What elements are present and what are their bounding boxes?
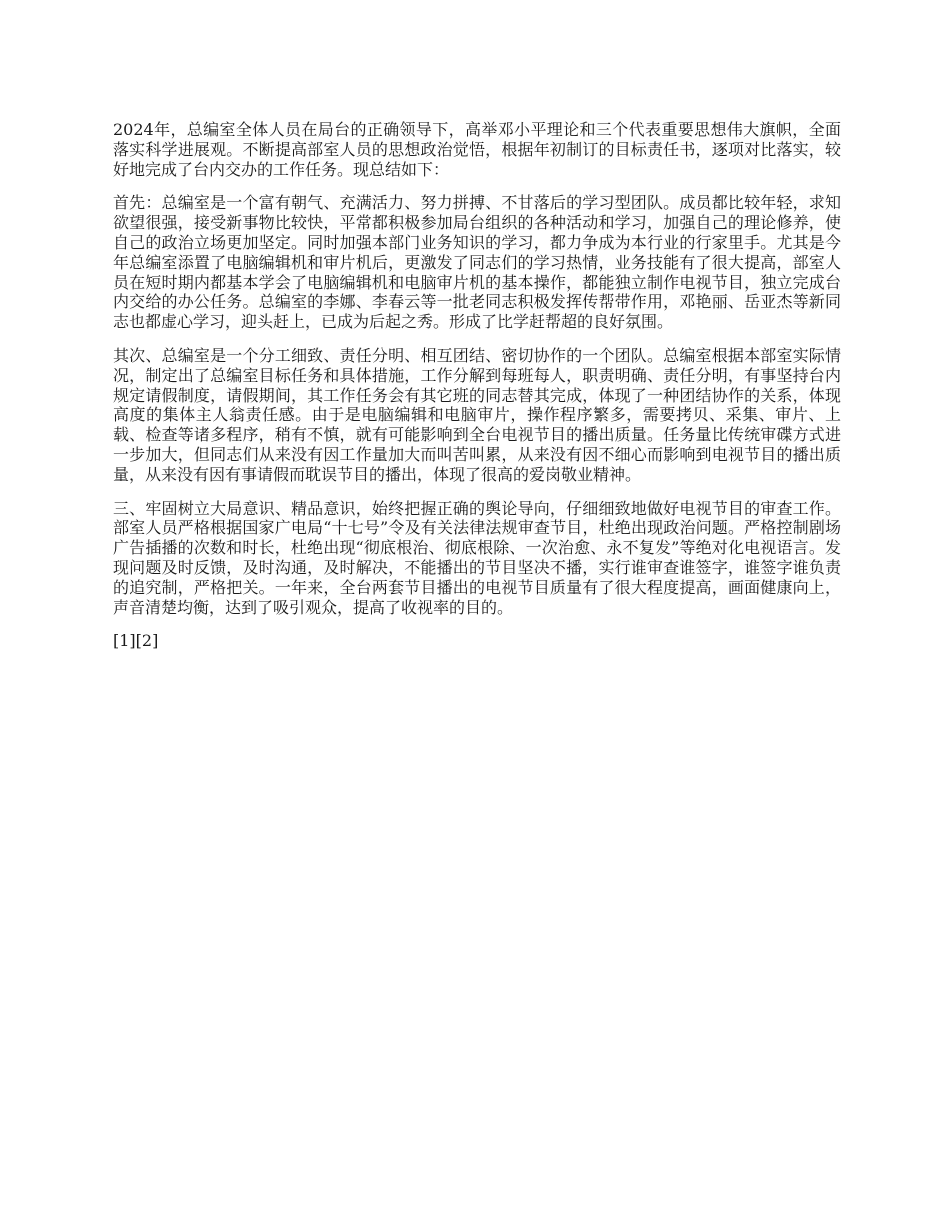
document-body bbox=[113, 120, 841, 665]
paragraph-second: 其次、总编室是一个分工细致、责任分明、相互团结、密切协作的一个团队。总编室根据本部室实际情况，制定出了总编室目标任务和具体措施，工作分解到每班每人，职责明确、责任分明，有事坚持台内规定请假制度，请假期间，其工作任务会有其它班的同志替其完成，体现了一种团结协作的关系，体现高度的集体主人翁责任感。由于是电脑编辑和电脑审片，操作程序繁多，需要拷贝、采集、审片、上载、检查等诸多程序，稍有不慎，就有可能影响到全台电视节目的播出质量。任务量比传统审碟方式进一步加大，但同志们从来没有因工作量加大而叫苦叫累，从来没有因不细心而影响到电视节目的播出质量，从来没有因有事请假而耽误节目的播出，体现了很高的爱岗敬业精神。 bbox=[113, 345, 841, 484]
paragraph-first: 首先：总编室是一个富有朝气、充满活力、努力拼搏、不甘落后的学习型团队。成员都比较年轻，求知欲望很强，接受新事物比较快，平常都积极参加局台组织的各种活动和学习，加强自己的理论修养，使自己的政治立场更加坚定。同时加强本部门业务知识的学习，都力争成为本行业的行家里手。尤其是今年总编室添置了电脑编辑机和审片机后，更激发了同志们的学习热情，业务技能有了很大提高，部室人员在短时期内都基本学会了电脑编辑机和电脑审片机的基本操作，都能独立制作电视节目，独立完成台内交给的办公任务。总编室的李娜、李春云等一批老同志积极发挥传帮带作用，邓艳丽、岳亚杰等新同志也都虚心学习，迎头赶上，已成为后起之秀。形成了比学赶帮超的良好氛围。 bbox=[113, 193, 841, 332]
paragraph-intro: 2024年，总编室全体人员在局台的正确领导下，高举邓小平理论和三个代表重要思想伟大旗帜，全面落实科学进展观。不断提高部室人员的思想政治觉悟，根据年初制订的目标责任书，逐项对比落实，较好地完成了台内交办的工作任务。现总结如下： bbox=[113, 120, 841, 179]
page-references[interactable]: [1][2] bbox=[113, 631, 159, 651]
paragraph-third: 三、牢固树立大局意识、精品意识，始终把握正确的舆论导向，仔细细致地做好电视节目的审查工作。部室人员严格根据国家广电局“十七号”令及有关法律法规审查节目，杜绝出现政治问题。严格控制剧场广告插播的次数和时长，杜绝出现“彻底根治、彻底根除、一次治愈、永不复发”等绝对化电视语言。发现问题及时反馈，及时沟通，及时解决，不能播出的节目坚决不播，实行谁审查谁签字，谁签字谁负责的追究制，严格把关。一年来，全台两套节目播出的电视节目质量有了很大程度提高，画面健康向上，声音清楚均衡，达到了吸引观众，提高了收视率的目的。 bbox=[113, 498, 841, 617]
